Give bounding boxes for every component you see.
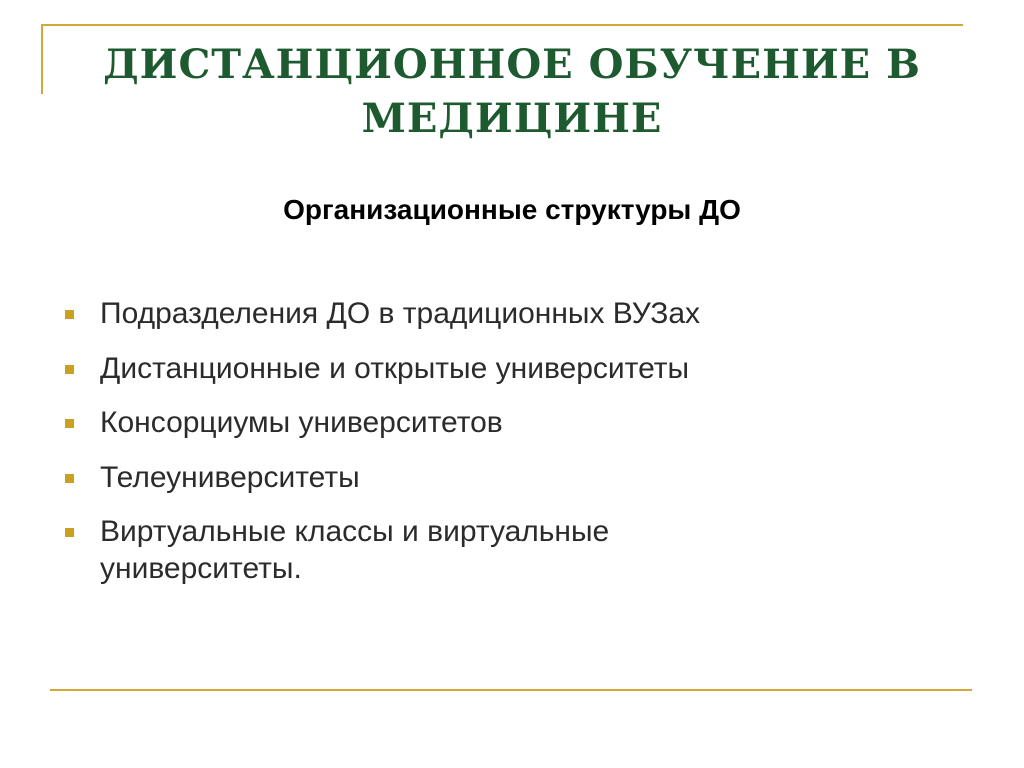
- slide-title: [60, 38, 964, 146]
- frame-left-rule: [41, 24, 43, 94]
- bullet-text: Подразделения ДО в традиционных ВУЗах: [100, 297, 701, 330]
- square-bullet-icon: [65, 310, 74, 319]
- bullet-text: Консорциумы университетов: [100, 406, 503, 439]
- bullet-list: [62, 295, 962, 605]
- bottom-rule: [50, 689, 972, 691]
- square-bullet-icon: [65, 365, 74, 374]
- bullet-item: [62, 350, 962, 387]
- bullet-text: Виртуальные классы и виртуальные университеты.: [100, 515, 610, 585]
- bullet-text: Дистанционные и открытые университеты: [100, 351, 690, 385]
- slide-subtitle: Организационные структуры ДО: [283, 194, 741, 225]
- frame-top-rule: [41, 24, 963, 26]
- title-line-2: МЕДИЦИНЕ: [361, 95, 663, 142]
- square-bullet-icon: [65, 474, 74, 483]
- bullet-item: [62, 513, 800, 587]
- bullet-item: [62, 295, 962, 332]
- bullet-item: [62, 459, 962, 496]
- bullet-item: [62, 404, 962, 441]
- bullet-text: Телеуниверситеты: [100, 460, 360, 494]
- square-bullet-icon: [65, 528, 74, 537]
- title-line-1: ДИСТАНЦИОННОЕ ОБУЧЕНИЕ В: [103, 41, 921, 88]
- square-bullet-icon: [65, 419, 74, 428]
